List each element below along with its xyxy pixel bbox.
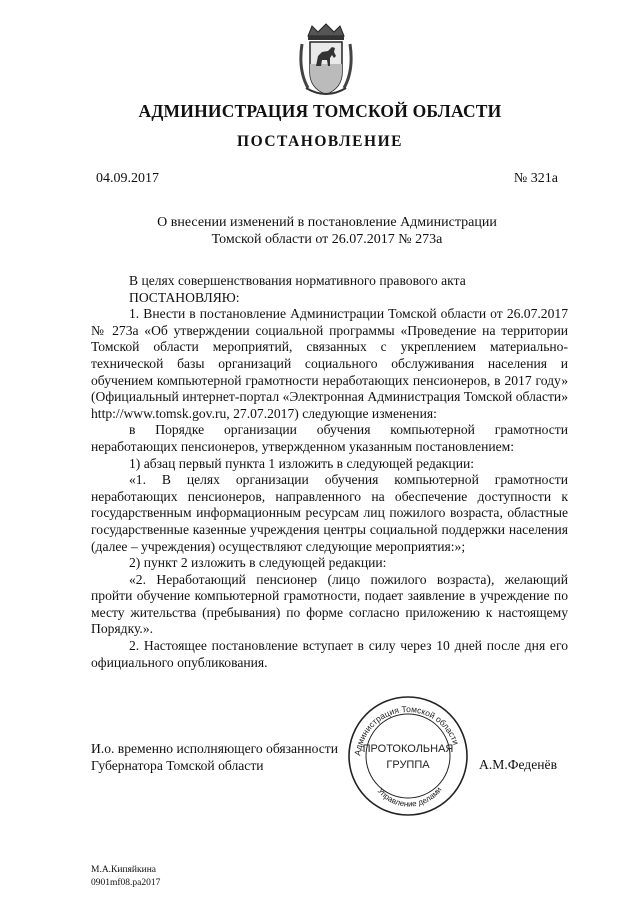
body-paragraph: 1) абзац первый пункта 1 изложить в следующей редакции: <box>129 455 475 471</box>
executor-name: М.А.Кипяйкина <box>91 865 157 875</box>
resolution-word: ПОСТАНОВЛЯЮ: <box>129 289 240 305</box>
body-paragraph: «1. В целях организации обучения компьютерной грамотности неработающих пенсионеров, направленного на обеспечение доступности к государственным информационным ресурсам лиц пожилого возраста, областные государственные казенные учреждения центры социальной поддержки населения (далее – учреждения) осуществляют следующие мероприятия:»; <box>91 472 568 554</box>
stamp-inner-line: ПРОТОКОЛЬНАЯ <box>362 743 454 755</box>
signatory-name: А.М.Феденёв <box>479 757 557 772</box>
tomsk-coat-of-arms-icon <box>298 22 354 98</box>
document-number: № 321а <box>513 171 558 186</box>
body-paragraph: 1. Внести в постановление Администрации Томской области от 26.07.2017 № 273а «Об утверждении социальной программы «Проведение на территории Томской области мероприятий, связанных с укреплением материально-технической базы организаций социального обслуживания населения и обучением компьютерной грамотности неработающих пенсионеров, в 2017 году» (Официальный интернет-портал «Электронная Администрация Томской области» http://www.tomsk.gov.ru, 27.07.2017) следующие изменения: <box>91 306 568 421</box>
body-paragraph: в Порядке организации обучения компьютерной грамотности неработающих пенсионеров, утвержденном указанным постановлением: <box>91 422 568 454</box>
document-subject <box>96 214 558 248</box>
signatory-position-line: И.о. временно исполняющего обязанности <box>91 741 339 756</box>
stamp-bottom-text: Управление делами <box>375 785 444 809</box>
file-code: 0901mf08.pa2017 <box>91 877 161 888</box>
executor-info <box>91 864 160 889</box>
subject-line: Томской области от 26.07.2017 № 273а <box>211 232 443 247</box>
stamp-outer-text: Администрация Томской области <box>352 703 462 757</box>
subject-line: О внесении изменений в постановление Администрации <box>157 215 497 230</box>
signatory-position-line: Губернатора Томской области <box>91 757 264 773</box>
body-paragraph: «2. Неработающий пенсионер (лицо пожилого возраста), желающий пройти обучение компьютерной грамотности, подает заявление в учреждение по месту жительства (пребывания) по форме согласно приложению к настоящему Порядку.». <box>91 571 568 637</box>
preamble-paragraph: В целях совершенствования нормативного правового акта <box>129 273 466 288</box>
protocol-stamp <box>346 694 470 818</box>
document-type: ПОСТАНОВЛЕНИЕ <box>237 133 403 150</box>
organization-title: АДМИНИСТРАЦИЯ ТОМСКОЙ ОБЛАСТИ <box>138 101 502 121</box>
document-body <box>91 273 568 671</box>
body-paragraph: 2) пункт 2 изложить в следующей редакции: <box>129 555 387 571</box>
signatory-position <box>91 741 338 774</box>
body-paragraph: 2. Настоящее постановление вступает в силу через 10 дней после дня его официального опубликования. <box>91 638 568 670</box>
stamp-inner-line: ГРУППА <box>386 759 430 771</box>
document-date: 04.09.2017 <box>96 171 159 186</box>
